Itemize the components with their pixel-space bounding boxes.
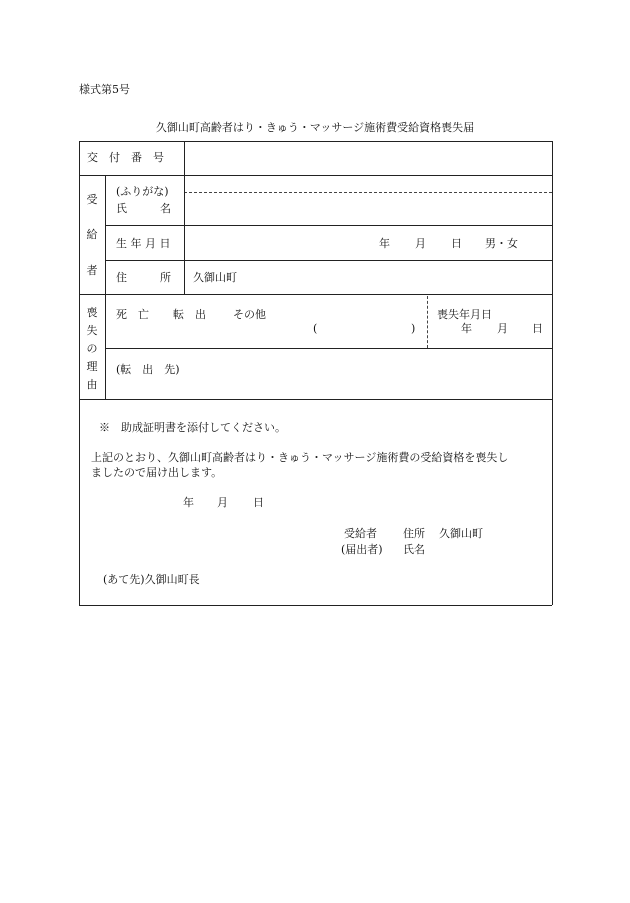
column-divider [105, 175, 106, 399]
addressee: (あて先)久御山町長 [103, 573, 200, 586]
date-day: 日 [253, 496, 264, 509]
signature-address-label: 住所 [403, 527, 425, 540]
reason-heading-char: の [86, 342, 98, 355]
row-divider [79, 294, 552, 295]
date-month: 月 [217, 496, 228, 509]
table-left-border [79, 141, 80, 605]
form-number: 様式第5号 [79, 83, 130, 96]
column-divider [184, 141, 185, 294]
sex-selector[interactable]: 男・女 [485, 237, 518, 250]
row-divider [105, 260, 552, 261]
move-destination-label: (転 出 先) [116, 363, 180, 376]
row-divider [79, 175, 552, 176]
reason-heading-char: 喪 [86, 306, 98, 319]
issue-number-label: 交 付 番 号 [87, 151, 164, 164]
reason-heading-char: 由 [86, 378, 98, 391]
issue-number-field[interactable] [186, 143, 550, 174]
move-destination-field[interactable] [190, 351, 550, 397]
loss-date-day: 日 [532, 322, 543, 335]
row-divider [105, 225, 552, 226]
address-value[interactable]: 久御山町 [193, 271, 237, 284]
declaration-line-2: ましたので届け出します。 [91, 466, 223, 479]
birthdate-day: 日 [451, 237, 462, 250]
row-divider [105, 348, 552, 349]
date-year: 年 [183, 496, 194, 509]
birthdate-label: 生 年 月 日 [116, 237, 171, 250]
applicant-label: (届出者) [341, 543, 383, 556]
recipient-signature-label: 受給者 [344, 527, 377, 540]
table-right-border [552, 141, 553, 605]
address-label: 住 所 [116, 271, 171, 284]
row-divider [79, 399, 552, 400]
reason-heading-char: 失 [86, 324, 98, 337]
birthdate-year: 年 [379, 237, 390, 250]
declaration-line-1: 上記のとおり、久御山町高齢者はり・きゅう・マッサージ施術費の受給資格を喪失し [91, 451, 509, 464]
loss-date-month: 月 [497, 322, 508, 335]
recipient-heading-char: 受 [86, 193, 98, 206]
furigana-label: (ふりがな) [116, 185, 169, 198]
reason-heading-char: 理 [86, 360, 98, 373]
name-field[interactable] [186, 194, 550, 224]
reason-option-move[interactable]: 転 出 [173, 308, 206, 321]
name-label: 氏 名 [116, 202, 171, 215]
signature-name-field[interactable] [431, 541, 549, 557]
recipient-heading-char: 者 [86, 264, 98, 277]
other-reason-paren-open: ( [313, 322, 318, 335]
signature-address-value[interactable]: 久御山町 [439, 527, 483, 540]
furigana-field[interactable] [186, 177, 550, 191]
birthdate-month: 月 [415, 237, 426, 250]
loss-date-divider [427, 296, 428, 348]
table-top-border [79, 141, 552, 142]
loss-date-label: 喪失年月日 [437, 308, 492, 321]
other-reason-field[interactable] [322, 320, 408, 336]
page-title: 久御山町高齢者はり・きゅう・マッサージ施術費受給資格喪失届 [155, 121, 475, 134]
loss-date-year: 年 [461, 322, 472, 335]
reason-option-death[interactable]: 死 亡 [116, 308, 149, 321]
recipient-heading-char: 給 [86, 228, 98, 241]
other-reason-paren-close: ) [411, 322, 416, 335]
signature-name-label: 氏名 [403, 543, 425, 556]
reason-option-other[interactable]: その他 [233, 308, 266, 321]
furigana-divider [184, 192, 552, 193]
attachment-note: ※ 助成証明書を添付してください。 [99, 421, 286, 434]
table-bottom-border [79, 605, 552, 606]
